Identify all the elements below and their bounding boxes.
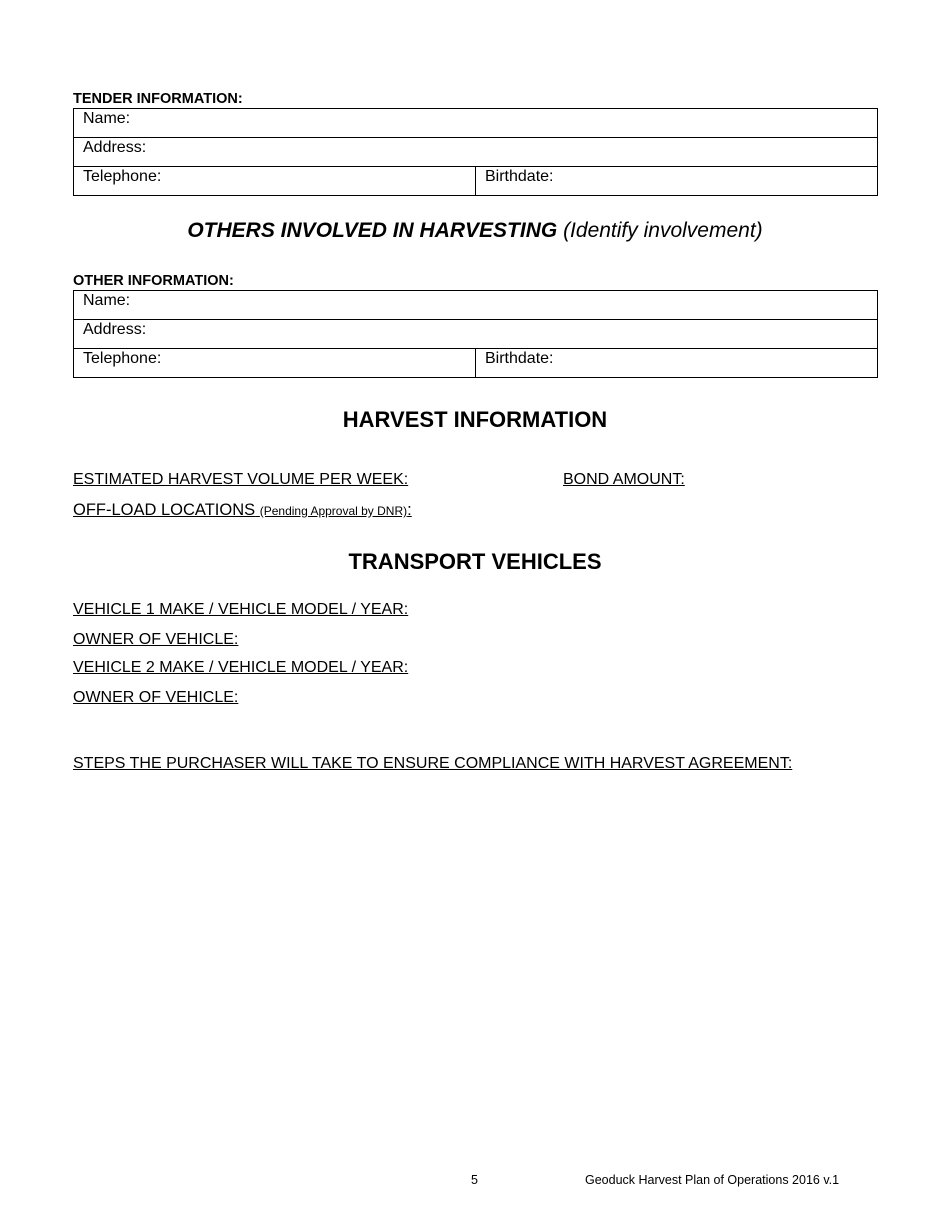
document-title: Geoduck Harvest Plan of Operations 2016 v.1 [585,1173,840,1187]
compliance-steps-field[interactable]: STEPS THE PURCHASER WILL TAKE TO ENSURE COMPLIANCE WITH HARVEST AGREEMENT: [73,755,793,772]
vehicle1-field[interactable]: VEHICLE 1 MAKE / VEHICLE MODEL / YEAR: [73,601,409,618]
offload-note: (Pending Approval by DNR) [259,504,408,518]
vehicle2-field[interactable]: VEHICLE 2 MAKE / VEHICLE MODEL / YEAR: [73,659,409,676]
tender-address-label: Address: [83,139,147,156]
offload-colon: : [407,501,412,519]
owner1-field[interactable]: OWNER OF VEHICLE: [73,631,239,648]
bond-amount-field[interactable]: BOND AMOUNT: [563,471,685,488]
others-heading-bold: OTHERS INVOLVED IN HARVESTING [187,219,558,242]
tender-section-label: TENDER INFORMATION: [73,91,243,107]
owner2-field[interactable]: OWNER OF VEHICLE: [73,689,239,706]
other-telephone-field[interactable] [74,349,476,378]
tender-birthdate-field[interactable] [476,167,878,196]
tender-info-table [73,108,878,196]
harvest-heading: HARVEST INFORMATION [342,407,608,432]
harvest-volume-field[interactable]: ESTIMATED HARVEST VOLUME PER WEEK: [73,471,409,488]
other-section-label: OTHER INFORMATION: [73,273,234,289]
tender-telephone-field[interactable] [74,167,476,196]
other-info-table [73,290,878,378]
other-birthdate-label: Birthdate: [485,350,554,367]
page-number: 5 [471,1173,478,1187]
offload-label: OFF-LOAD LOCATIONS [73,501,256,519]
others-heading-note: (Identify involvement) [557,219,763,242]
other-birthdate-field[interactable] [476,349,878,378]
transport-heading: TRANSPORT VEHICLES [348,549,602,574]
others-heading [0,218,950,244]
tender-telephone-label: Telephone: [83,168,162,185]
tender-name-label: Name: [83,110,131,127]
other-telephone-label: Telephone: [83,350,162,367]
tender-name-field[interactable] [74,109,878,138]
tender-birthdate-label: Birthdate: [485,168,554,185]
tender-address-field[interactable] [74,138,878,167]
other-name-label: Name: [83,292,131,309]
offload-locations-field[interactable] [73,500,412,521]
other-address-label: Address: [83,321,147,338]
other-name-field[interactable] [74,291,878,320]
other-address-field[interactable] [74,320,878,349]
